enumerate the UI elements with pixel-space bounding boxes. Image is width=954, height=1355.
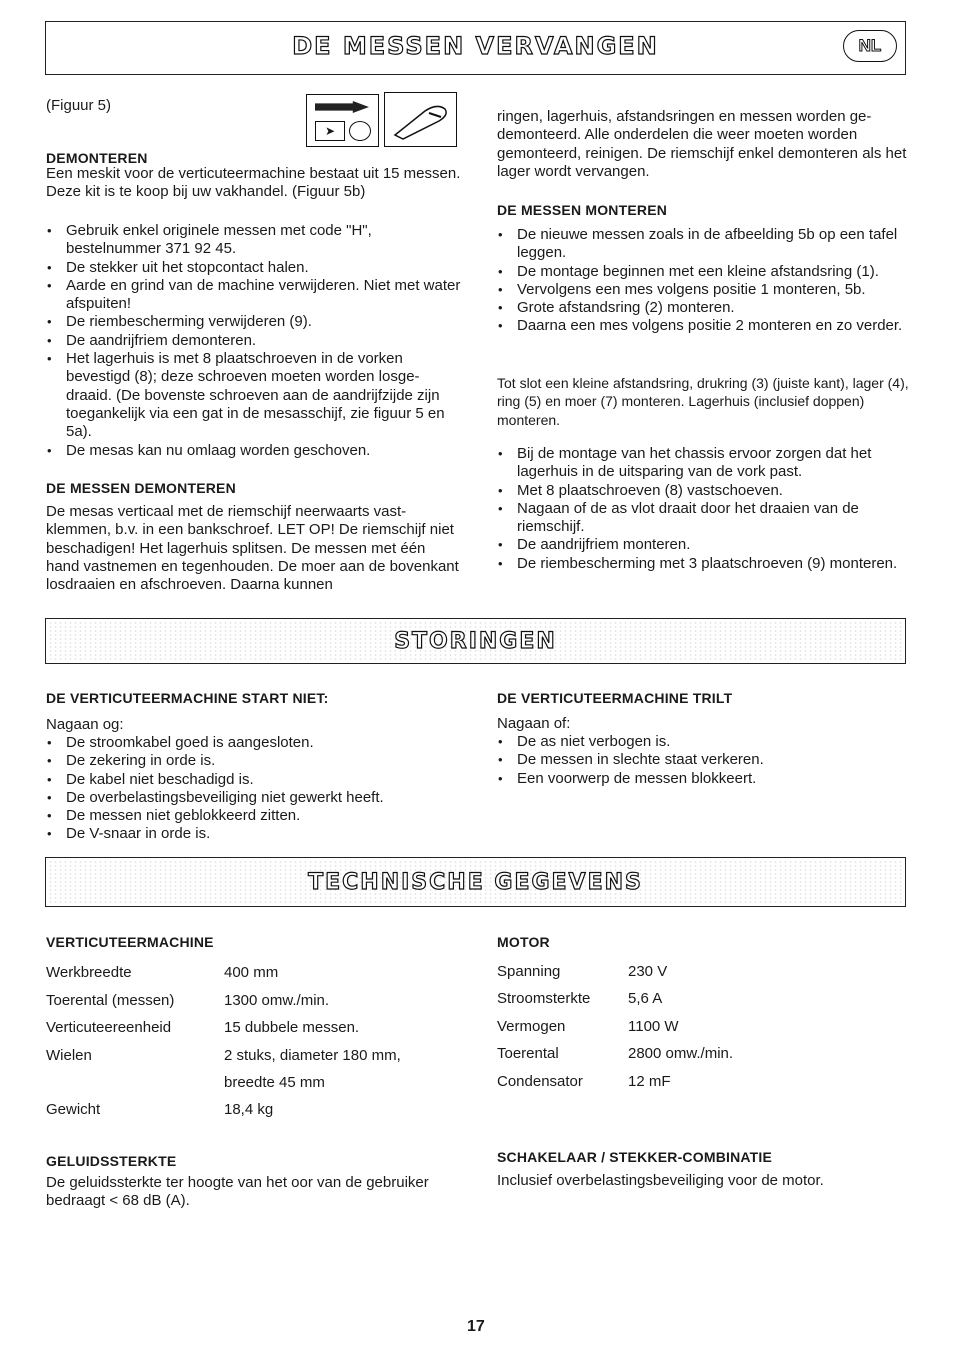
spec-value: breedte 45 mm (224, 1074, 325, 1091)
start-niet-intro: Nagaan og: (46, 716, 124, 733)
list-item: • De riembescherming verwijderen (9). (46, 313, 461, 331)
socket-icon (349, 121, 371, 141)
spec-label: Toerental (497, 1045, 559, 1062)
demonteren-heading: DEMONTEREN (46, 150, 148, 166)
list-item: • De aandrijfriem monteren. (497, 536, 909, 554)
plug-icon: ➤ (315, 121, 345, 141)
spec-label: Stroomsterkte (497, 990, 591, 1007)
list-item: • Nagaan of de as vlot draait door het draaien van de riemschijf. (497, 500, 909, 537)
blade-icon (385, 93, 455, 145)
list-item: • De aandrijfriem demonteren. (46, 332, 461, 350)
schakelaar-text: Inclusief overbelastingsbeveiliging voor de motor. (497, 1172, 824, 1189)
list-item: • De mesas kan nu omlaag worden geschoven. (46, 442, 461, 460)
spec-label: Gewicht (46, 1101, 101, 1118)
trilt-heading: DE VERTICUTEERMACHINE TRILT (497, 690, 733, 706)
storingen-title: STORINGEN (394, 629, 557, 654)
spec-label: Spanning (497, 963, 561, 980)
main-title: DE MESSEN VERVANGEN (292, 32, 659, 60)
language-badge (843, 30, 897, 62)
spec-label: Toerental (messen) (46, 992, 175, 1009)
spec-label: Vermogen (497, 1018, 566, 1035)
final-list (497, 445, 909, 573)
language-badge-text: NL (858, 36, 882, 55)
demonteren-intro: Een meskit voor de verticuteermachine bestaat uit 15 messen. Deze kit is te koop bij uw vakhandel. (Figuur 5b) (46, 165, 461, 201)
spec-value: 2 stuks, diameter 180 mm, (224, 1047, 401, 1064)
spec-value: 400 mm (224, 964, 279, 981)
list-item: • Vervolgens een mes volgens positie 1 monteren, 5b. (497, 281, 909, 299)
trilt-intro: Nagaan of: (497, 715, 571, 732)
spec-value: 2800 omw./min. (628, 1045, 734, 1062)
arrow-icon (315, 101, 369, 113)
start-niet-heading: DE VERTICUTEERMACHINE START NIET: (46, 690, 329, 706)
list-item: • De kabel niet beschadigd is. (46, 771, 466, 789)
monteren-heading: DE MESSEN MONTEREN (497, 202, 668, 218)
spec-value: 12 mF (628, 1073, 671, 1090)
schakelaar-heading: SCHAKELAAR / STEKKER-COMBINATIE (497, 1149, 773, 1165)
figure-knife-icon (384, 92, 457, 147)
list-item: • Aarde en grind van de machine verwijderen. Niet met water afspuiten! (46, 277, 461, 314)
list-item: • De V-snaar in orde is. (46, 825, 466, 843)
list-item: • Daarna een mes volgens positie 2 monteren en zo verder. (497, 317, 909, 335)
list-item: • De overbelastingsbeveiliging niet gewerkt heeft. (46, 789, 466, 807)
monteren-list (497, 226, 909, 336)
list-item: • De montage beginnen met een kleine afstandsring (1). (497, 263, 909, 281)
list-item: • Bij de montage van het chassis ervoor zorgen dat het lagerhuis in de uitsparing van de vork past. (497, 445, 909, 482)
list-item: • Gebruik enkel originele messen met code "H", bestelnummer 371 92 45. (46, 222, 461, 259)
spec-value: 230 V (628, 963, 668, 980)
messen-demonteren-text: De mesas verticaal met de riemschijf neerwaarts vast-klemmen, b.v. in een bankschroef. LET OP! De riemschijf niet beschadigen! Het lagerhuis splitsen. De messen met één hand vastnemen en tegenhouden. De moer aan de bovenkant losdraaien en afschroeven. Daarna kunnen (46, 503, 459, 594)
page-number: 17 (467, 1318, 485, 1335)
spec-value: 1300 omw./min. (224, 992, 330, 1009)
list-item: • De nieuwe messen zoals in de afbeelding 5b op een tafel leggen. (497, 226, 909, 263)
list-item: • De riembescherming met 3 plaatschroeven (9) monteren. (497, 555, 909, 573)
storingen-banner (45, 618, 906, 664)
list-item: • De messen niet geblokkeerd zitten. (46, 807, 466, 825)
motor-heading: MOTOR (497, 934, 550, 950)
geluid-text: De geluidssterkte ter hoogte van het oor van de gebruiker bedraagt < 68 dB (A). (46, 1174, 429, 1210)
spec-value: 1100 W (628, 1018, 679, 1035)
geluid-heading: GELUIDSSTERKTE (46, 1153, 177, 1169)
spec-label: Verticuteereenheid (46, 1019, 172, 1036)
figure-reference: (Figuur 5) (46, 97, 112, 114)
list-item: • De as niet verbogen is. (497, 733, 909, 751)
start-niet-list (46, 734, 466, 844)
main-title-banner (45, 21, 906, 75)
list-item: • De messen in slechte staat verkeren. (497, 751, 909, 769)
technische-title: TECHNISCHE GEGEVENS (308, 870, 643, 895)
continuation-text: ringen, lagerhuis, afstandsringen en messen worden ge-demonteerd. Alle onderdelen die weer moeten worden gemonteerd, reinigen. De riemschijf enkel demonteren als het lager wordt vervangen. (497, 108, 907, 180)
spec-label: Wielen (46, 1047, 92, 1064)
list-item: • De stekker uit het stopcontact halen. (46, 259, 461, 277)
spec-value: 5,6 A (628, 990, 663, 1007)
list-item: • Grote afstandsring (2) monteren. (497, 299, 909, 317)
technische-banner (45, 857, 906, 907)
spec-label: Werkbreedte (46, 964, 132, 981)
figure-instruction-icon (306, 94, 379, 147)
trilt-list (497, 733, 909, 788)
spec-label: Condensator (497, 1073, 583, 1090)
list-item: • Met 8 plaatschroeven (8) vastschoeven. (497, 482, 909, 500)
list-item: • Een voorwerp de messen blokkeert. (497, 770, 909, 788)
machine-heading: VERTICUTEERMACHINE (46, 934, 214, 950)
list-item: • De zekering in orde is. (46, 752, 466, 770)
demonteren-list (46, 222, 461, 460)
spec-value: 15 dubbele messen. (224, 1019, 360, 1036)
spec-value: 18,4 kg (224, 1101, 274, 1118)
list-item: • De stroomkabel goed is aangesloten. (46, 734, 466, 752)
list-item: • Het lagerhuis is met 8 plaatschroeven in de vorken bevestigd (8); deze schroeven moeten worden losge-draaid. (De bovenste schroeven aan de aandrijfzijde zijn toegankelijk via een gat in de mesasschijf, zie figuur 5 en 5a). (46, 350, 461, 441)
tot-slot-text: Tot slot een kleine afstandsring, drukring (3) (juiste kant), lager (4), ring (5) en moer (7) monteren. Lagerhuis (inclusief doppen) monteren. (497, 375, 909, 428)
messen-demonteren-heading: DE MESSEN DEMONTEREN (46, 480, 236, 496)
